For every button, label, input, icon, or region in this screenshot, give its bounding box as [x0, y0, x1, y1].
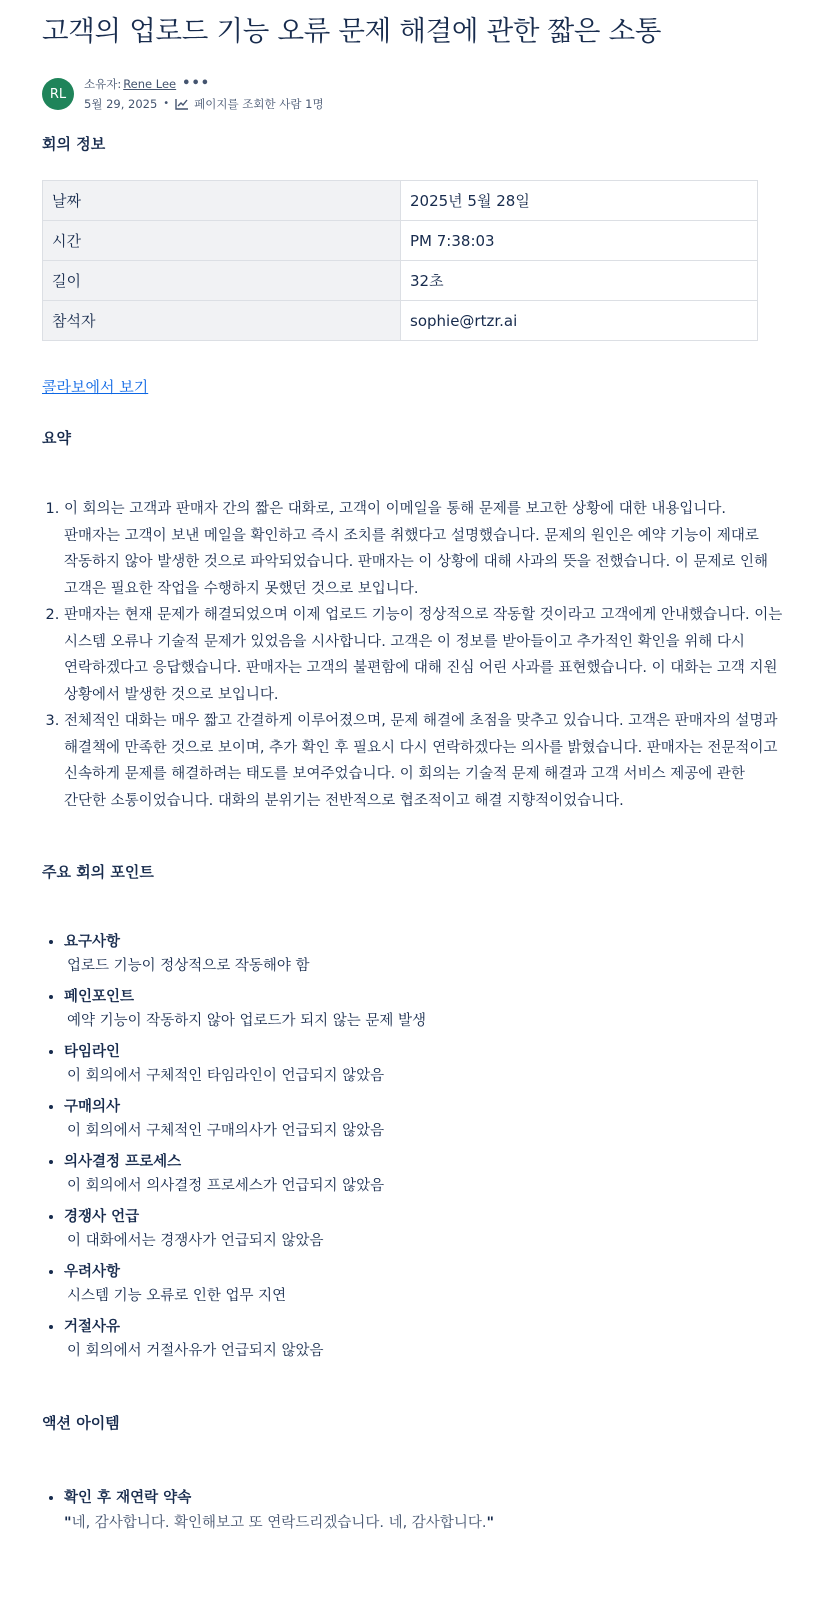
- row-label-attendees: 참석자: [43, 301, 401, 341]
- owner-prefix: 소유자:: [84, 77, 122, 91]
- view-in-collabo-link[interactable]: 콜라보에서 보기: [42, 378, 149, 396]
- summary-item: 1. 이 회의는 고객과 판매자 간의 짧은 대화로, 고객이 이메일을 통해 문제를 보고한 상황에 대한 내용입니다. 판매자는 고객이 보낸 메일을 확인하고 즉시 조치를 취했다고 설명했습니다. 문제의 원인은 예약 기능이 제대로 작동하지 않아 발생한 것으로 파악되었습니다. 판매자는 이 상황에 대해 사과의 뜻을 전했습니다. 이 문제로 인해 고객은 필요한 작업을 수행하지 못했던 것으로 보입니다.: [64, 496, 786, 602]
- point-label-concerns: • 우려사항: [64, 1264, 121, 1280]
- point-text-decision-process: 이 회의에서 의사결정 프로세스가 언급되지 않았음: [67, 1178, 385, 1194]
- key-points-list: [42, 930, 786, 1363]
- action-item-quote-text: 네, 감사합니다. 확인해보고 또 연락드리겠습니다. 네, 감사합니다.: [71, 1515, 487, 1531]
- list-item: [64, 1205, 786, 1253]
- summary-item: 2. 판매자는 현재 문제가 해결되었으며 이제 업로드 기능이 정상적으로 작동할 것이라고 고객에게 안내했습니다. 이는 시스템 오류나 기술적 문제가 있었음을 시사합니다. 고객은 이 정보를 받아들이고 추가적인 확인을 위해 다시 연락하겠다고 응답했습니다. 판매자는 고객의 불편함에 대해 진심 어린 사과를 표현했습니다. 이 대화는 고객 지원 상황에서 발생한 것으로 보입니다.: [64, 602, 786, 708]
- row-value-attendees: sophie@rtzr.ai: [401, 301, 758, 341]
- point-text-concerns: 시스템 기능 오류로 인한 업무 지연: [67, 1288, 287, 1304]
- point-text-rejection-reason: 이 회의에서 거절사유가 언급되지 않았음: [67, 1343, 324, 1359]
- close-quote-mark: ": [486, 1515, 495, 1531]
- open-quote-mark: ": [64, 1515, 72, 1531]
- list-item: [64, 1040, 786, 1088]
- point-label-purchase-intent: • 구매의사: [64, 1099, 121, 1115]
- point-label-pain-point: • 페인포인트: [64, 989, 135, 1005]
- action-items-list: [42, 1486, 786, 1536]
- list-item: [64, 1486, 786, 1536]
- row-value-date: 2025년 5월 28일: [401, 181, 758, 221]
- point-label-requirements: • 요구사항: [64, 934, 121, 950]
- page-title: 고객의 업로드 기능 오류 문제 해결에 관한 짧은 소통: [42, 15, 662, 47]
- page-date: 5월 29, 2025: [84, 97, 158, 111]
- views-text[interactable]: 페이지를 조회한 사람 1명: [194, 97, 324, 111]
- byline-text: [84, 74, 324, 114]
- summary-heading: 요약: [42, 429, 71, 447]
- avatar[interactable]: RL: [42, 78, 74, 110]
- owner-link[interactable]: Rene Lee: [123, 77, 177, 91]
- point-label-decision-process: • 의사결정 프로세스: [64, 1154, 182, 1170]
- row-label-date: 날짜: [43, 181, 401, 221]
- point-text-purchase-intent: 이 회의에서 구체적인 구매의사가 언급되지 않았음: [67, 1123, 385, 1139]
- list-item: [64, 930, 786, 978]
- row-label-time: 시간: [43, 221, 401, 261]
- meta-row: [84, 94, 324, 114]
- action-item-label: • 확인 후 재연락 약속: [64, 1490, 192, 1506]
- row-value-time: PM 7:38:03: [401, 221, 758, 261]
- point-label-rejection-reason: • 거절사유: [64, 1319, 121, 1335]
- list-item: [64, 1260, 786, 1308]
- list-item: [64, 1150, 786, 1198]
- point-text-timeline: 이 회의에서 구체적인 타임라인이 언급되지 않았음: [67, 1068, 385, 1084]
- table-row: [43, 301, 758, 341]
- point-text-requirements: 업로드 기능이 정상적으로 작동해야 함: [67, 958, 310, 974]
- table-row: [43, 181, 758, 221]
- meeting-info-heading: 회의 정보: [42, 135, 106, 153]
- list-item: [64, 1315, 786, 1363]
- summary-item: 3. 전체적인 대화는 매우 짧고 간결하게 이루어졌으며, 문제 해결에 초점을 맞추고 있습니다. 고객은 판매자의 설명과 해결책에 만족한 것으로 보이며, 추가 확인 후 필요시 다시 연락하겠다는 의사를 밝혔습니다. 판매자는 전문적이고 신속하게 문제를 해결하려는 태도를 보여주었습니다. 이 회의는 기술적 문제 해결과 고객 서비스 제공에 관한 간단한 소통이었습니다. 대화의 분위기는 전반적으로 협조적이고 해결 지향적이었습니다.: [64, 708, 786, 814]
- point-label-timeline: • 타임라인: [64, 1044, 121, 1060]
- point-text-competitors: 이 대화에서는 경쟁사가 언급되지 않았음: [67, 1233, 324, 1249]
- row-value-duration: 32초: [401, 261, 758, 301]
- owner-row: [84, 74, 324, 94]
- row-label-duration: 길이: [43, 261, 401, 301]
- action-item-quote: [64, 1510, 786, 1536]
- more-horizontal-icon[interactable]: •••: [182, 76, 211, 91]
- list-item: [64, 1095, 786, 1143]
- point-label-competitors: • 경쟁사 언급: [64, 1209, 140, 1225]
- summary-list: [42, 496, 786, 814]
- table-row: [43, 221, 758, 261]
- table-row: [43, 261, 758, 301]
- trend-chart-icon[interactable]: [175, 98, 189, 110]
- byline: [42, 74, 786, 114]
- key-points-heading: 주요 회의 포인트: [42, 863, 154, 881]
- meeting-info-table: [42, 180, 758, 341]
- list-item: [64, 985, 786, 1033]
- dot-separator: •: [163, 98, 170, 109]
- point-text-pain-point: 예약 기능이 작동하지 않아 업로드가 되지 않는 문제 발생: [67, 1013, 427, 1029]
- action-items-heading: 액션 아이템: [42, 1414, 120, 1432]
